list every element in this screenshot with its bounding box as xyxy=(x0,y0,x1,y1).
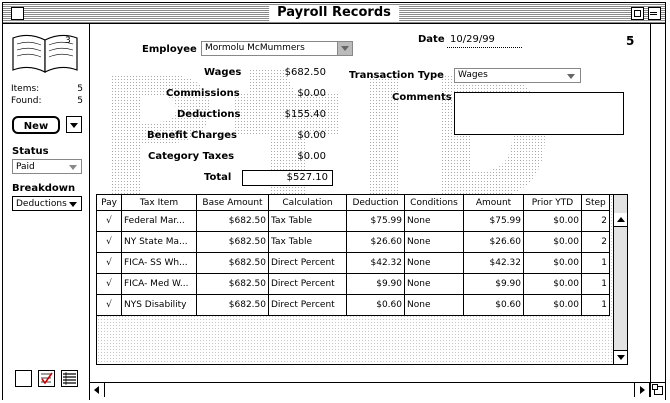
base-amount-cell[interactable]: $682.50 xyxy=(197,253,269,274)
status-label: Status xyxy=(12,146,49,157)
zoom-icon xyxy=(634,10,641,17)
transaction-type-select[interactable] xyxy=(454,68,581,83)
column-header-base-amount[interactable]: Base Amount xyxy=(197,195,269,211)
title-bar[interactable] xyxy=(3,3,665,24)
date-value: 10/29/99 xyxy=(450,34,495,45)
items-count xyxy=(11,84,83,94)
collapse-box-button[interactable] xyxy=(648,7,661,20)
items-value: 5 xyxy=(77,84,83,94)
step-cell[interactable]: 2 xyxy=(582,211,610,232)
step-cell[interactable]: 1 xyxy=(582,253,610,274)
conditions-cell[interactable]: None xyxy=(405,295,464,316)
breakdown-value: Deductions xyxy=(16,199,67,209)
conditions-cell[interactable]: None xyxy=(405,211,464,232)
deduction-cell[interactable]: $26.60 xyxy=(347,232,405,253)
table-row[interactable] xyxy=(97,232,610,253)
column-header-tax-item[interactable]: Tax Item xyxy=(122,195,197,211)
step-cell[interactable]: 1 xyxy=(582,274,610,295)
amount-cell[interactable]: $75.99 xyxy=(464,211,524,232)
blank-page-view-icon[interactable] xyxy=(15,370,32,387)
transaction-type-value: Wages xyxy=(458,70,488,80)
new-menu-button[interactable] xyxy=(66,116,82,133)
table-header-row xyxy=(97,195,610,211)
table-vertical-scrollbar[interactable] xyxy=(614,194,628,365)
prior-ytd-cell[interactable]: $0.00 xyxy=(524,232,582,253)
breakdown-label: Breakdown xyxy=(12,183,76,194)
new-button[interactable]: New xyxy=(12,116,60,134)
tax-item-cell[interactable]: NYS Disability xyxy=(122,295,197,316)
base-amount-cell[interactable]: $682.50 xyxy=(197,295,269,316)
column-header-deduction[interactable]: Deduction xyxy=(347,195,405,211)
commissions-label: Commissions xyxy=(166,88,240,99)
calculation-cell[interactable]: Tax Table xyxy=(269,232,347,253)
wages-value: $682.50 xyxy=(284,67,326,78)
sidebar xyxy=(3,24,90,400)
base-amount-cell[interactable]: $682.50 xyxy=(197,274,269,295)
checklist-view-icon[interactable] xyxy=(38,370,55,387)
status-select[interactable] xyxy=(12,159,82,174)
employee-select[interactable] xyxy=(201,41,353,56)
column-header-pay[interactable]: Pay xyxy=(97,195,122,211)
deduction-cell[interactable]: $75.99 xyxy=(347,211,405,232)
tax-item-cell[interactable]: NY State Ma... xyxy=(122,232,197,253)
conditions-cell[interactable]: None xyxy=(405,232,464,253)
tax-item-cell[interactable]: Federal Mar... xyxy=(122,211,197,232)
prior-ytd-cell[interactable]: $0.00 xyxy=(524,295,582,316)
wages-label: Wages xyxy=(204,67,242,78)
book-page-number: 3 xyxy=(65,36,71,46)
transaction-type-arrow xyxy=(564,70,576,82)
found-count xyxy=(11,96,83,106)
deductions-label: Deductions xyxy=(177,109,241,120)
step-cell[interactable]: 1 xyxy=(582,295,610,316)
pay-check[interactable]: √ xyxy=(97,295,122,316)
step-cell[interactable]: 2 xyxy=(582,232,610,253)
base-amount-cell[interactable]: $682.50 xyxy=(197,232,269,253)
calculation-cell[interactable]: Tax Table xyxy=(269,211,347,232)
deduction-cell[interactable]: $42.32 xyxy=(347,253,405,274)
list-view-icon[interactable] xyxy=(61,370,78,387)
found-value: 5 xyxy=(77,96,83,106)
amount-cell[interactable]: $0.60 xyxy=(464,295,524,316)
breakdown-select[interactable] xyxy=(12,196,82,211)
grow-box-icon[interactable] xyxy=(650,382,665,397)
commissions-value: $0.00 xyxy=(297,88,326,99)
zoom-box-button[interactable] xyxy=(631,7,644,20)
table-row[interactable] xyxy=(97,211,610,232)
transaction-type-label: Transaction Type xyxy=(349,70,444,81)
date-label: Date xyxy=(418,34,445,45)
amount-cell[interactable]: $42.32 xyxy=(464,253,524,274)
pay-check[interactable]: √ xyxy=(97,232,122,253)
total-field[interactable] xyxy=(242,170,333,186)
pay-check[interactable]: √ xyxy=(97,211,122,232)
benefit-charges-label: Benefit Charges xyxy=(147,130,238,141)
table-scroll-down-arrow-icon[interactable] xyxy=(614,350,627,364)
column-header-prior-ytd[interactable]: Prior YTD xyxy=(524,195,582,211)
table-row[interactable] xyxy=(97,274,610,295)
calculation-cell[interactable]: Direct Percent xyxy=(269,295,347,316)
payroll-records-window xyxy=(2,2,666,400)
column-header-step[interactable]: Step xyxy=(582,195,610,211)
record-number: 5 xyxy=(626,34,635,48)
calculation-cell[interactable]: Direct Percent xyxy=(269,253,347,274)
employee-value: Mormolu McMummers xyxy=(205,43,305,53)
base-amount-cell[interactable]: $682.50 xyxy=(197,211,269,232)
pay-check[interactable]: √ xyxy=(97,274,122,295)
category-taxes-label: Category Taxes xyxy=(148,151,235,162)
deduction-cell[interactable]: $9.90 xyxy=(347,274,405,295)
total-label: Total xyxy=(204,172,232,183)
table-scroll-up-arrow-icon[interactable] xyxy=(614,213,627,227)
column-header-calculation[interactable]: Calculation xyxy=(269,195,347,211)
conditions-cell[interactable]: None xyxy=(405,274,464,295)
category-taxes-value: $0.00 xyxy=(297,151,326,162)
deductions-value: $155.40 xyxy=(284,109,326,120)
close-box-button[interactable] xyxy=(11,7,24,20)
employee-label: Employee xyxy=(142,44,197,55)
tax-items-grid xyxy=(96,194,614,365)
window-vertical-scrollbar[interactable] xyxy=(650,24,665,382)
benefit-charges-value: $0.00 xyxy=(297,130,326,141)
prior-ytd-cell[interactable]: $0.00 xyxy=(524,253,582,274)
found-label: Found: xyxy=(11,96,42,106)
employee-select-arrow xyxy=(337,42,352,55)
prior-ytd-cell[interactable]: $0.00 xyxy=(524,211,582,232)
total-value: $527.10 xyxy=(286,172,328,183)
date-field[interactable] xyxy=(447,34,522,48)
amount-cell[interactable]: $9.90 xyxy=(464,274,524,295)
record-area xyxy=(90,24,665,400)
scroll-right-arrow-icon[interactable] xyxy=(634,383,649,397)
column-header-amount[interactable]: Amount xyxy=(464,195,524,211)
status-value: Paid xyxy=(16,162,35,172)
calculation-cell[interactable]: Direct Percent xyxy=(269,274,347,295)
pay-check[interactable]: √ xyxy=(97,253,122,274)
window-horizontal-scrollbar[interactable] xyxy=(90,382,650,397)
deduction-cell[interactable]: $0.60 xyxy=(347,295,405,316)
tax-items-table xyxy=(97,195,610,316)
comments-field[interactable] xyxy=(454,92,624,135)
conditions-cell[interactable]: None xyxy=(405,253,464,274)
comments-label: Comments xyxy=(392,92,452,103)
scroll-left-arrow-icon[interactable] xyxy=(90,383,105,397)
table-row[interactable] xyxy=(97,295,610,316)
table-row[interactable] xyxy=(97,253,610,274)
tax-item-cell[interactable]: FICA- Med W... xyxy=(122,274,197,295)
column-header-conditions[interactable]: Conditions xyxy=(405,195,464,211)
collapse-icon xyxy=(650,12,657,15)
amount-cell[interactable]: $26.60 xyxy=(464,232,524,253)
items-label: Items: xyxy=(11,84,40,94)
tax-item-cell[interactable]: FICA- SS Wh... xyxy=(122,253,197,274)
window-title: Payroll Records xyxy=(269,5,399,21)
prior-ytd-cell[interactable]: $0.00 xyxy=(524,274,582,295)
